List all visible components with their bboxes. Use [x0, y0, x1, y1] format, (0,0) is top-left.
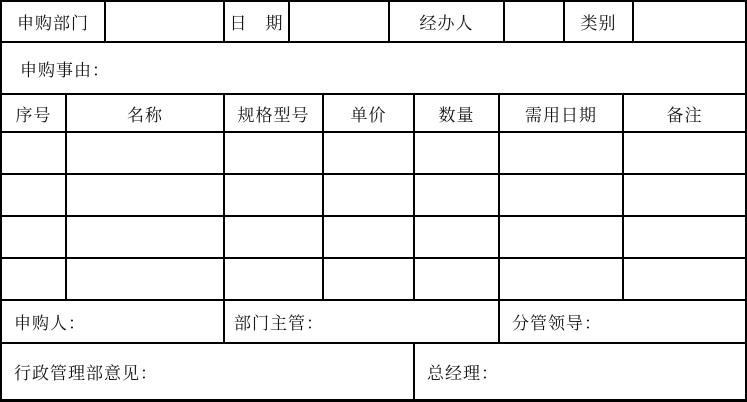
admin-opinion-cell[interactable] [2, 344, 415, 399]
table-row [2, 133, 745, 175]
general-manager-label: 总经理： [427, 364, 499, 383]
table-cell[interactable] [324, 259, 415, 299]
date-label: 日 期 [225, 2, 290, 41]
signature-row [2, 301, 745, 344]
col-header-need-date: 需用日期 [500, 95, 624, 131]
handler-value-cell[interactable] [505, 2, 565, 41]
table-cell[interactable] [415, 175, 500, 215]
table-cell[interactable] [500, 217, 624, 257]
admin-opinion-label: 行政管理部意见： [14, 364, 158, 383]
table-cell[interactable] [624, 217, 745, 257]
col-header-remarks: 备注 [666, 105, 703, 125]
table-cell[interactable] [225, 217, 324, 257]
table-cell[interactable] [67, 175, 225, 215]
col-header-quantity: 数量 [415, 95, 500, 131]
table-cell[interactable] [324, 217, 415, 257]
dept-value-cell[interactable] [106, 2, 225, 41]
applicant-label: 申购人： [14, 314, 86, 333]
col-header-spec: 规格型号 [225, 95, 324, 131]
leader-signature-cell[interactable] [500, 301, 745, 342]
table-cell[interactable] [2, 175, 67, 215]
reason-label: 申购事由： [20, 60, 110, 80]
table-cell[interactable] [324, 133, 415, 173]
reason-cell[interactable] [2, 43, 745, 93]
items-header-row [2, 95, 745, 133]
dept-label: 申购部门 [2, 2, 106, 41]
table-cell[interactable] [225, 259, 324, 299]
handler-label: 经办人 [390, 2, 505, 41]
table-cell[interactable] [67, 133, 225, 173]
dept-manager-signature-cell[interactable] [225, 301, 500, 342]
col-header-seq: 序号 [2, 95, 67, 131]
table-cell[interactable] [500, 175, 624, 215]
date-value-cell[interactable] [290, 2, 390, 41]
dept-manager-label: 部门主管： [234, 314, 324, 333]
table-cell[interactable] [624, 133, 745, 173]
col-header-unit-price: 单价 [324, 95, 415, 131]
table-cell[interactable] [2, 217, 67, 257]
table-cell[interactable] [500, 133, 624, 173]
applicant-signature-cell[interactable] [2, 301, 225, 342]
table-cell[interactable] [67, 217, 225, 257]
top-info-row [2, 2, 745, 43]
table-cell[interactable] [2, 133, 67, 173]
table-cell[interactable] [324, 175, 415, 215]
reason-row [2, 43, 745, 95]
table-cell[interactable] [415, 217, 500, 257]
table-cell[interactable] [2, 259, 67, 299]
table-cell[interactable] [500, 259, 624, 299]
category-value-cell[interactable] [634, 2, 745, 41]
table-cell[interactable] [225, 175, 324, 215]
table-cell[interactable] [624, 259, 745, 299]
table-cell[interactable] [415, 259, 500, 299]
opinion-row [2, 344, 745, 399]
leader-label: 分管领导： [512, 314, 602, 333]
table-cell[interactable] [624, 175, 745, 215]
table-cell[interactable] [415, 133, 500, 173]
table-row [2, 259, 745, 301]
general-manager-cell[interactable] [415, 344, 745, 399]
table-row [2, 217, 745, 259]
category-label: 类别 [565, 2, 634, 41]
table-cell[interactable] [225, 133, 324, 173]
table-row [2, 175, 745, 217]
col-header-name: 名称 [67, 95, 225, 131]
table-cell[interactable] [67, 259, 225, 299]
